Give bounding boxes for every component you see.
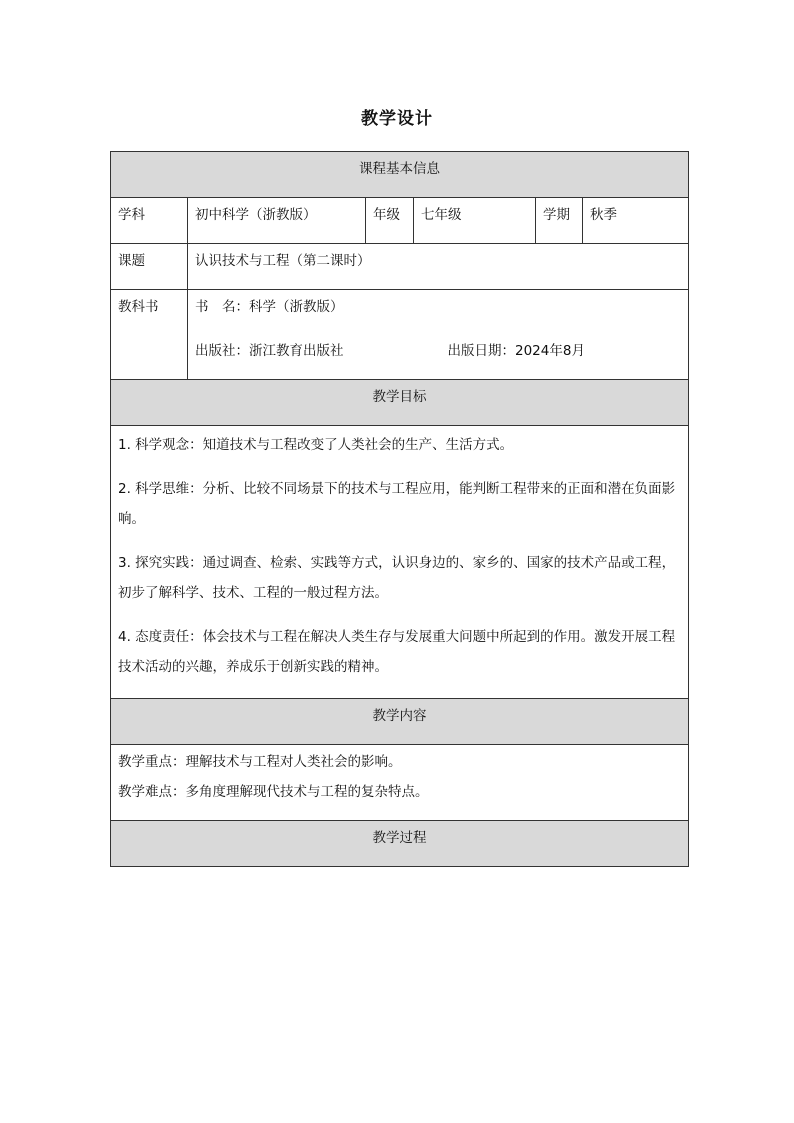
grade-label: 年级	[366, 198, 414, 244]
process-heading: 教学过程	[111, 821, 689, 867]
grade-value: 七年级	[414, 198, 536, 244]
topic-value: 认识技术与工程（第二课时）	[188, 244, 689, 290]
lesson-plan-table	[110, 151, 689, 867]
objectives-list	[111, 426, 689, 699]
difficult-point: 教学难点：多角度理解现代技术与工程的复杂特点。	[118, 784, 429, 800]
section-header-content	[111, 699, 689, 745]
section-header-basic-info	[111, 152, 689, 198]
section-header-process	[111, 821, 689, 867]
subject-label: 学科	[111, 198, 188, 244]
publish-date: 出版日期：2024年8月	[447, 343, 585, 359]
topic-label: 课题	[111, 244, 188, 290]
objective-item: 1. 科学观念：知道技术与工程改变了人类社会的生产、生活方式。	[118, 437, 514, 453]
content-heading: 教学内容	[111, 699, 689, 745]
publisher-line	[195, 334, 681, 378]
subject-value: 初中科学（浙教版）	[188, 198, 366, 244]
publisher: 出版社：浙江教育出版社	[195, 343, 344, 359]
section-header-objectives	[111, 380, 689, 426]
topic-row	[111, 244, 689, 290]
objectives-row	[111, 426, 689, 699]
objective-item: 3. 探究实践：通过调查、检索、实践等方式，认识身边的、家乡的、国家的技术产品或工程，初步了解科学、技术、工程的一般过程方法。	[118, 555, 676, 601]
textbook-info	[188, 290, 689, 380]
book-name: 书 名：科学（浙教版）	[195, 299, 344, 315]
basic-info-heading: 课程基本信息	[111, 152, 689, 198]
key-point: 教学重点：理解技术与工程对人类社会的影响。	[118, 754, 402, 770]
objective-item: 2. 科学思维：分析、比较不同场景下的技术与工程应用，能判断工程带来的正面和潜在负面影响。	[118, 481, 676, 527]
document-title: 教学设计	[361, 109, 433, 129]
textbook-row	[111, 290, 689, 380]
objectives-heading: 教学目标	[111, 380, 689, 426]
textbook-label: 教科书	[111, 290, 188, 380]
content-body	[111, 745, 689, 821]
subject-row	[111, 198, 689, 244]
term-label: 学期	[536, 198, 583, 244]
term-value: 秋季	[583, 198, 689, 244]
objective-item: 4. 态度责任：体会技术与工程在解决人类生存与发展重大问题中所起到的作用。激发开展工程技术活动的兴趣，养成乐于创新实践的精神。	[118, 629, 676, 675]
content-row	[111, 745, 689, 821]
